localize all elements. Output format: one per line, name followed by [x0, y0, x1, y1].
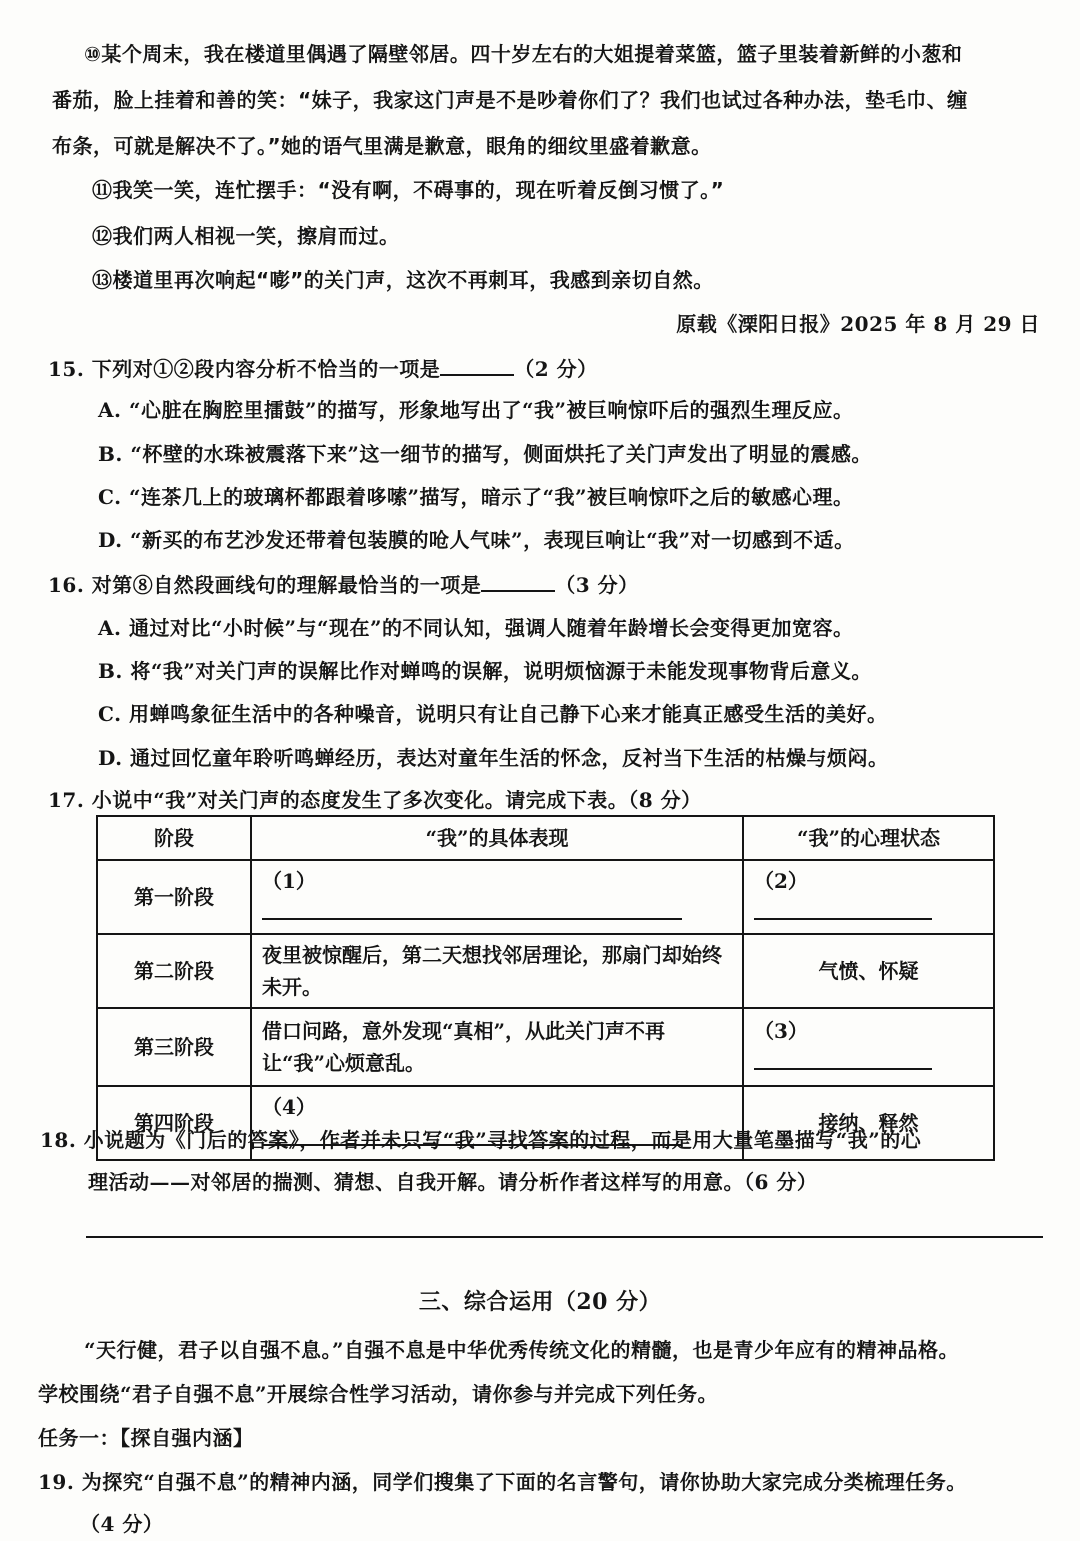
question-15-option-b: B. “杯壁的水珠被震落下来”这一细节的描写，侧面烘托了关门声发出了明显的震感。	[98, 442, 872, 466]
table-stage-cell: 第三阶段	[97, 1008, 251, 1086]
table-mood-cell[interactable]	[743, 1008, 994, 1086]
blank-label: （1）	[262, 869, 316, 893]
table-mood-cell: 接纳、释然	[743, 1086, 994, 1160]
story-paragraph-10-line-1: ⑩某个周末，我在楼道里偶遇了隔壁邻居。四十岁左右的大姐提着菜篮，篮子里装着新鲜的小葱和	[84, 42, 963, 66]
table-header-behavior: “我”的具体表现	[251, 816, 743, 860]
table-stage-cell: 第一阶段	[97, 860, 251, 934]
table-header-mood: “我”的心理状态	[743, 816, 994, 860]
answer-blank-1[interactable]	[262, 898, 682, 920]
question-15-score: （2 分）	[514, 357, 598, 381]
question-19-line-1: 19. 为探究“自强不息”的精神内涵，同学们搜集了下面的名言警句，请你协助大家完成分类梳理任务。	[38, 1470, 967, 1494]
story-paragraph-12: ⑫我们两人相视一笑，擦肩而过。	[92, 224, 400, 248]
section-3-intro-line-1: “天行健，君子以自强不息。”自强不息是中华优秀传统文化的精髓，也是青少年应有的精神品格。	[84, 1338, 960, 1362]
story-source: 原载《溧阳日报》2025 年 8 月 29 日	[676, 312, 1040, 336]
story-paragraph-11: ⑪我笑一笑，连忙摆手：“没有啊，不碍事的，现在听着反倒习惯了。”	[92, 178, 725, 202]
table-mood-cell[interactable]	[743, 860, 994, 934]
table-row	[97, 1008, 994, 1086]
question-18-line-1: 18. 小说题为《门后的答案》，作者并未只写“我”寻找答案的过程，而是用大量笔墨描写“我”的心	[40, 1128, 922, 1152]
table-header-row	[97, 816, 994, 860]
question-16-option-a: A. 通过对比“小时候”与“现在”的不同认知，强调人随着年龄增长会变得更加宽容。	[98, 616, 854, 640]
question-16-answer-blank[interactable]	[481, 570, 555, 592]
table-behavior-cell: 借口问路，意外发现“真相”，从此关门声不再让“我”心烦意乱。	[251, 1008, 743, 1086]
answer-blank-3[interactable]	[754, 1048, 932, 1070]
question-16-text: 16. 对第⑧自然段画线句的理解最恰当的一项是	[48, 573, 482, 597]
story-paragraph-13: ⑬楼道里再次响起“嘭”的关门声，这次不再刺耳，我感到亲切自然。	[92, 268, 714, 292]
answer-line[interactable]	[86, 1236, 1043, 1238]
table-header-stage: 阶段	[97, 816, 251, 860]
table-stage-cell: 第四阶段	[97, 1086, 251, 1160]
question-19-score: （4 分）	[80, 1512, 164, 1536]
question-15-option-d: D. “新买的布艺沙发还带着包装膜的呛人气味”，表现巨响让“我”对一切感到不适。	[98, 528, 855, 552]
story-paragraph-10-line-3: 布条，可就是解决不了。”她的语气里满是歉意，眼角的细纹里盛着歉意。	[52, 134, 712, 158]
story-paragraph-10-line-2: 番茄，脸上挂着和善的笑：“妹子，我家这门声是不是吵着你们了？我们也试过各种办法，垫毛巾、缠	[52, 88, 968, 112]
blank-label: （2）	[754, 869, 808, 893]
section-3-intro-line-2: 学校围绕“君子自强不息”开展综合性学习活动，请你参与并完成下列任务。	[38, 1382, 719, 1406]
question-16-option-c: C. 用蝉鸣象征生活中的各种噪音，说明只有让自己静下心来才能真正感受生活的美好。	[98, 702, 888, 726]
question-15-option-c: C. “连茶几上的玻璃杯都跟着哆嗦”描写，暗示了“我”被巨响惊吓之后的敏感心理。	[98, 485, 854, 509]
table-behavior-cell[interactable]	[251, 860, 743, 934]
answer-blank-2[interactable]	[754, 898, 932, 920]
question-16-option-d: D. 通过回忆童年聆听鸣蝉经历，表达对童年生活的怀念，反衬当下生活的枯燥与烦闷。	[98, 746, 889, 770]
question-15-stem	[48, 354, 598, 383]
question-16-option-b: B. 将“我”对关门声的误解比作对蝉鸣的误解，说明烦恼源于未能发现事物背后意义。	[98, 659, 872, 683]
task-1-title: 任务一：【探自强内涵】	[38, 1426, 254, 1450]
question-15-answer-blank[interactable]	[440, 354, 514, 376]
blank-label: （4）	[262, 1095, 316, 1119]
question-18-line-2: 理活动——对邻居的揣测、猜想、自我开解。请分析作者这样写的用意。（6 分）	[88, 1170, 818, 1194]
question-17-stem: 17. 小说中“我”对关门声的态度发生了多次变化。请完成下表。（8 分）	[48, 788, 702, 812]
question-15-text: 15. 下列对①②段内容分析不恰当的一项是	[48, 357, 441, 381]
section-3-title: 三、综合运用（20 分）	[418, 1289, 662, 1315]
table-stage-cell: 第二阶段	[97, 934, 251, 1008]
table-behavior-cell: 夜里被惊醒后，第二天想找邻居理论，那扇门却始终未开。	[251, 934, 743, 1008]
question-15-option-a: A. “心脏在胸腔里擂鼓”的描写，形象地写出了“我”被巨响惊吓后的强烈生理反应。	[98, 398, 854, 422]
table-row	[97, 934, 994, 1008]
question-16-score: （3 分）	[555, 573, 639, 597]
table-row	[97, 860, 994, 934]
blank-label: （3）	[754, 1019, 808, 1043]
question-17-table	[96, 815, 995, 1161]
question-16-stem	[48, 570, 639, 599]
table-mood-cell: 气愤、怀疑	[743, 934, 994, 1008]
